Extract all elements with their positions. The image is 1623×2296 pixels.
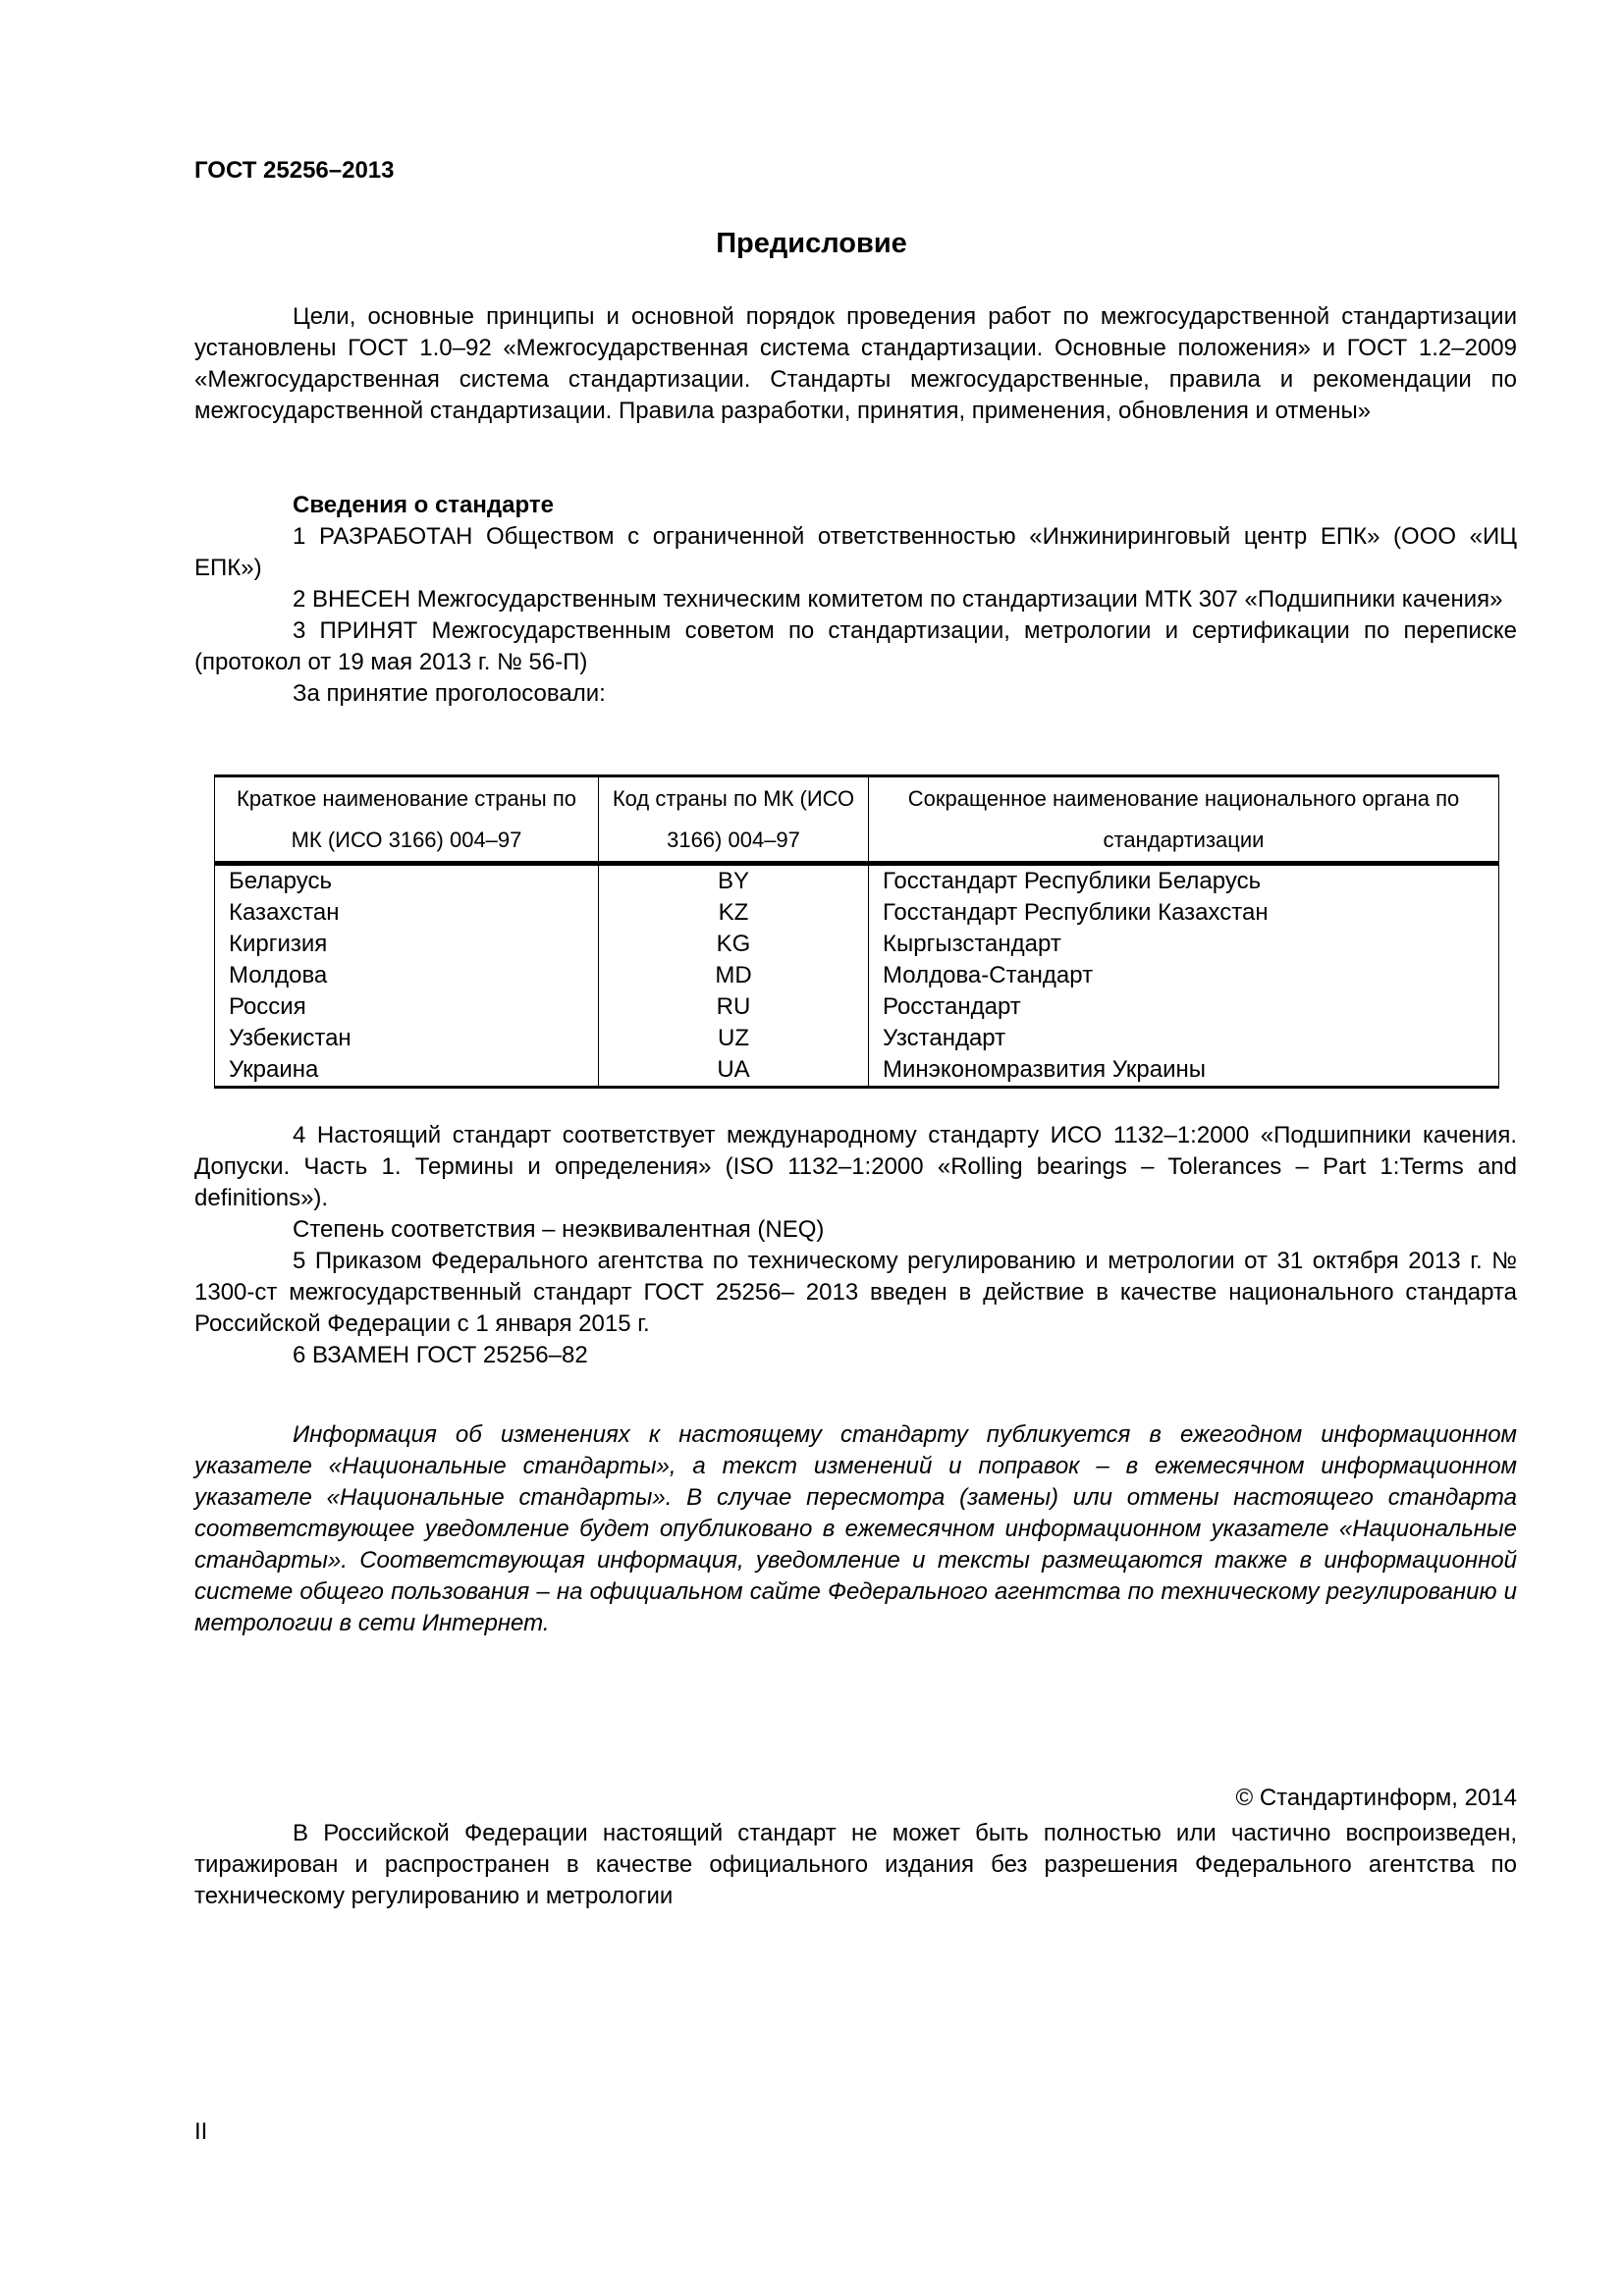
intro-section [194, 301, 1517, 427]
info-item: 6 ВЗАМЕН ГОСТ 25256–82 [293, 1342, 588, 1368]
standards-body-cell: Госстандарт Республики Беларусь [869, 864, 1499, 898]
standards-body-cell: Росстандарт [869, 991, 1499, 1023]
country-name-cell: Россия [215, 991, 599, 1023]
standard-info-section [194, 490, 1517, 710]
voting-table [214, 774, 1499, 1089]
country-code-cell: UA [599, 1054, 869, 1088]
standards-body-cell: Госстандарт Республики Казахстан [869, 897, 1499, 929]
intro-paragraph: Цели, основные принципы и основной порядок проведения работ по межгосударственной стандартизации установлены ГОСТ 1.0–92 «Межгосударственная система стандартизации. Основные положения» и ГОСТ 1.2–2009 «Межгосударственная система стандартизации. Стандарты межгосударственные, правила и рекомендации по межгосударственной стандартизации. Правила разработки, принятия, применения, обновления и отмены» [194, 303, 1517, 424]
info-item: За принятие проголосовали: [293, 680, 606, 707]
rights-section [194, 1818, 1517, 1912]
table-row [215, 1054, 1499, 1088]
country-code-cell: UZ [599, 1023, 869, 1054]
country-code-cell: KG [599, 929, 869, 960]
info-item: 1 РАЗРАБОТАН Обществом с ограниченной ответственностью «Инжиниринговый центр ЕПК» (ООО «ИЦ ЕПК») [194, 523, 1517, 581]
info-item: 3 ПРИНЯТ Межгосударственным советом по стандартизации, метрологии и сертификации по переписке (протокол от 19 мая 2013 г. № 56-П) [194, 617, 1517, 675]
info-heading: Сведения о стандарте [293, 492, 554, 518]
page-title: Предисловие [716, 228, 907, 259]
country-name-cell: Беларусь [215, 864, 599, 898]
country-code-cell: BY [599, 864, 869, 898]
rights-paragraph: В Российской Федерации настоящий стандарт не может быть полностью или частично воспроизведен, тиражирован и распространен в качестве официального издания без разрешения Федерального агентства по техническому регулированию и метрологии [194, 1820, 1517, 1909]
info-item: 4 Настоящий стандарт соответствует международному стандарту ИСО 1132–1:2000 «Подшипники качения. Допуски. Часть 1. Термины и определения» (ISO 1132–1:2000 «Rolling bearings – Tolerances – Part 1:Terms and definitions»). [194, 1122, 1517, 1211]
standards-body-cell: Минэкономразвития Украины [869, 1054, 1499, 1088]
page-number: II [194, 2118, 208, 2145]
country-name-cell: Казахстан [215, 897, 599, 929]
standards-body-cell: Кыргызстандарт [869, 929, 1499, 960]
table-row [215, 991, 1499, 1023]
notice-paragraph: Информация об изменениях к настоящему стандарту публикуется в ежегодном информационном указателе «Национальные стандарты», а текст изменений и поправок – в ежемесячном информационном указателе «Национальные стандарты». В случае пересмотра (замены) или отмены настоящего стандарта соответствующее уведомление будет опубликовано в ежемесячном информационном указателе «Национальные стандарты». Соответствующая информация, уведомление и тексты размещаются также в информационной системе общего пользования – на официальном сайте Федерального агентства по техническому регулированию и метрологии в сети Интернет. [194, 1421, 1517, 1636]
standards-body-cell: Узстандарт [869, 1023, 1499, 1054]
table-row [215, 960, 1499, 991]
copyright: © Стандартинформ, 2014 [1235, 1785, 1517, 1811]
country-name-cell: Узбекистан [215, 1023, 599, 1054]
country-code-cell: RU [599, 991, 869, 1023]
country-name-cell: Киргизия [215, 929, 599, 960]
conformity-section [194, 1120, 1517, 1371]
notice-section [194, 1419, 1517, 1639]
info-item: 5 Приказом Федерального агентства по техническому регулированию и метрологии от 31 октября 2013 г. № 1300-ст межгосударственный стандарт ГОСТ 25256– 2013 введен в действие в качестве национального стандарта Российской Федерации с 1 января 2015 г. [194, 1248, 1517, 1337]
standards-body-cell: Молдова-Стандарт [869, 960, 1499, 991]
table-row [215, 929, 1499, 960]
country-name-cell: Молдова [215, 960, 599, 991]
table-row [215, 1023, 1499, 1054]
column-header: Код страны по МК (ИСО 3166) 004–97 [599, 776, 869, 864]
info-item: Степень соответствия – неэквивалентная (NEQ) [293, 1216, 825, 1243]
table-header-row [215, 776, 1499, 864]
table-row [215, 897, 1499, 929]
country-code-cell: KZ [599, 897, 869, 929]
country-code-cell: MD [599, 960, 869, 991]
column-header: Краткое наименование страны по МК (ИСО 3166) 004–97 [215, 776, 599, 864]
column-header: Сокращенное наименование национального органа по стандартизации [869, 776, 1499, 864]
document-header: ГОСТ 25256–2013 [194, 157, 395, 184]
info-item: 2 ВНЕСЕН Межгосударственным техническим комитетом по стандартизации МТК 307 «Подшипники качения» [293, 586, 1503, 613]
table-row [215, 864, 1499, 898]
country-name-cell: Украина [215, 1054, 599, 1088]
